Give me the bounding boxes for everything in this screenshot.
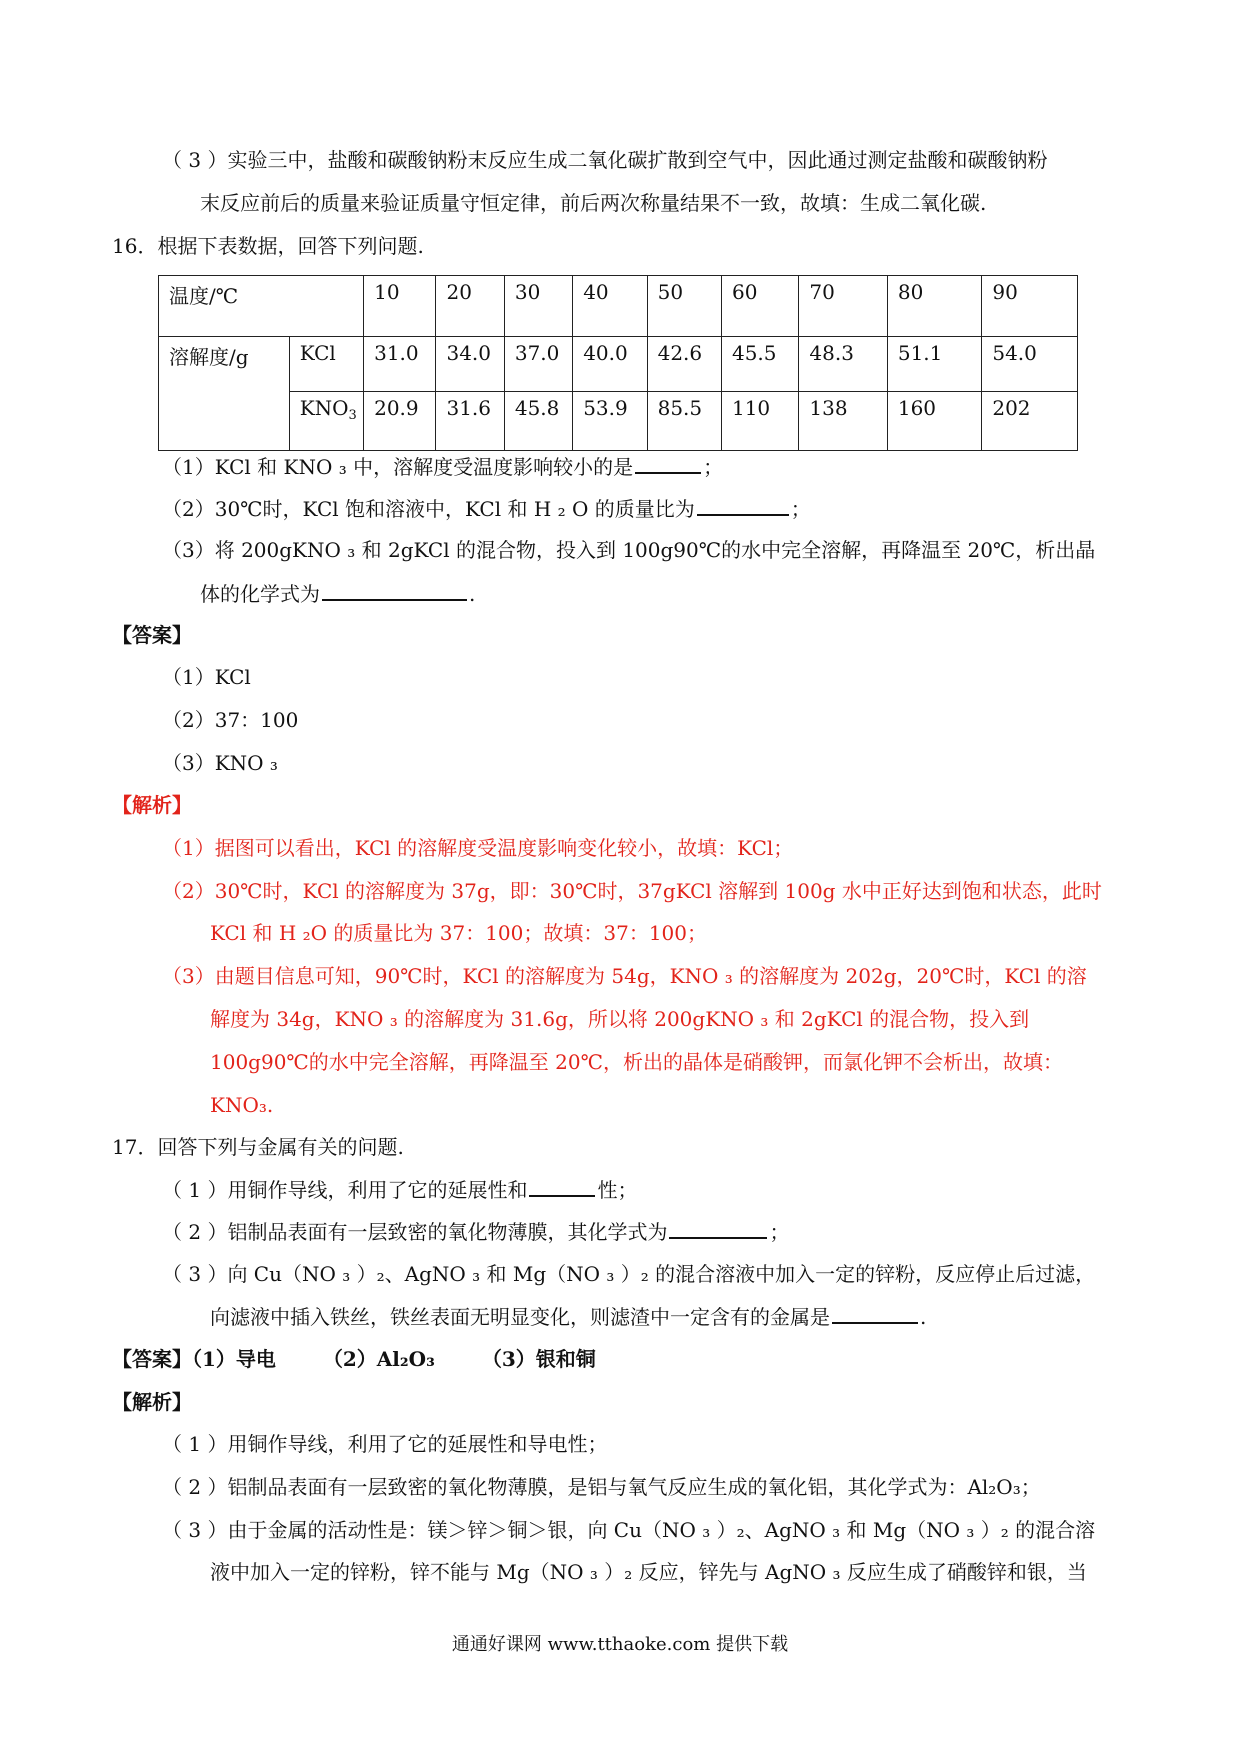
kno3-subscript: 3 [348, 408, 357, 424]
value-cell: 34.0 [436, 336, 504, 392]
q17-answer-line: 【答案】（1）导电 （2）Al₂O₃ （3）银和铜 [112, 1347, 596, 1371]
q17-analysis-line: 液中加入一定的锌粉，锌不能与 Mg（NO ₃ ）₂ 反应，锌先与 AgNO ₃ 反应生成了硝酸锌和银，当 [210, 1560, 1087, 1584]
value-cell: 45.8 [504, 392, 572, 451]
answer-blank[interactable] [529, 1175, 595, 1197]
value-cell: 42.6 [647, 336, 721, 392]
q16-sub3-end: . [469, 582, 476, 606]
temp-cell: 70 [799, 276, 887, 337]
q17-sub3-end: . [920, 1305, 927, 1329]
value-cell: 54.0 [982, 336, 1078, 392]
q17-analysis-line: （ 3 ）由于金属的活动性是：镁＞锌＞铜＞银，向 Cu（NO ₃ ）₂、AgNO ₃ 和 Mg（NO ₃ ）₂ 的混合溶 [162, 1518, 1096, 1542]
value-cell: 31.0 [364, 336, 436, 392]
solubility-header: 溶解度/g [159, 336, 290, 450]
q16-sub3-line2 [200, 579, 475, 608]
value-cell: 48.3 [799, 336, 887, 392]
temp-cell: 90 [982, 276, 1078, 337]
q16-analysis-line: （2）30℃时，KCl 的溶解度为 37g，即：30℃时，37gKCl 溶解到 100g 水中正好达到饱和状态，此时 [162, 879, 1102, 903]
q17-sub1-end: 性； [597, 1178, 638, 1202]
temp-cell: 60 [721, 276, 798, 337]
value-cell: 53.9 [573, 392, 647, 451]
q16-analysis-line: （1）据图可以看出，KCl 的溶解度受温度影响变化较小，故填：KCl； [162, 836, 794, 860]
answer-blank[interactable] [635, 452, 701, 474]
row-name-kno3 [289, 392, 363, 451]
q16-analysis-line: （3）由题目信息可知，90℃时，KCl 的溶解度为 54g，KNO ₃ 的溶解度为 202g，20℃时，KCl 的溶 [162, 964, 1087, 988]
q17-sub1 [162, 1175, 637, 1204]
q16-analysis-line: 解度为 34g，KNO ₃ 的溶解度为 31.6g，所以将 200gKNO ₃ 和 2gKCl 的混合物，投入到 [210, 1007, 1030, 1031]
q16-sub1 [162, 452, 723, 481]
q17-sub2 [162, 1217, 789, 1246]
temp-cell: 80 [887, 276, 982, 337]
temp-cell: 50 [647, 276, 721, 337]
q16-answer-3: （3）KNO ₃ [162, 751, 278, 775]
value-cell: 40.0 [573, 336, 647, 392]
row-name-kcl: KCl [289, 336, 363, 392]
q16-answer-1: （1）KCl [162, 665, 251, 689]
solubility-table [158, 275, 1078, 451]
answer-blank[interactable] [697, 494, 789, 516]
q17-sub3-text: 向滤液中插入铁丝，铁丝表面无明显变化，则滤渣中一定含有的金属是 [210, 1305, 830, 1329]
value-cell: 51.1 [887, 336, 982, 392]
temp-cell: 30 [504, 276, 572, 337]
q16-sub3-line1: （3）将 200gKNO ₃ 和 2gKCl 的混合物，投入到 100g90℃的水中完全溶解，再降温至 20℃，析出晶 [162, 538, 1096, 562]
q17-sub3-line2 [210, 1302, 926, 1331]
q17-analysis-line: （ 2 ）铝制品表面有一层致密的氧化物薄膜，是铝与氧气反应生成的氧化铝，其化学式为：Al₂O₃； [162, 1475, 1041, 1499]
answer-blank[interactable] [832, 1302, 918, 1324]
kno3-label: KNO [299, 396, 349, 421]
temp-cell: 10 [364, 276, 436, 337]
q16-sub1-text: （1）KCl 和 KNO ₃ 中，溶解度受温度影响较小的是 [162, 455, 634, 479]
value-cell: 20.9 [364, 392, 436, 451]
q16-sub2-text: （2）30℃时，KCl 饱和溶液中，KCl 和 H ₂ O 的质量比为 [162, 497, 695, 521]
value-cell: 31.6 [436, 392, 504, 451]
value-cell: 202 [982, 392, 1078, 451]
q17-analysis-label: 【解析】 [112, 1390, 192, 1414]
q17-sub3-line1: （ 3 ）向 Cu（NO ₃ ）₂、AgNO ₃ 和 Mg（NO ₃ ）₂ 的混合溶液中加入一定的锌粉，反应停止后过滤， [162, 1262, 1096, 1286]
q16-analysis-line: 100g90℃的水中完全溶解，再降温至 20℃，析出的晶体是硝酸钾，而氯化钾不会析出，故填： [210, 1050, 1063, 1074]
value-cell: 85.5 [647, 392, 721, 451]
q16-sub1-end: ； [703, 455, 724, 479]
q17-sub2-end: ； [769, 1220, 790, 1244]
value-cell: 138 [799, 392, 887, 451]
q17-sub2-text: （ 2 ）铝制品表面有一层致密的氧化物薄膜，其化学式为 [162, 1220, 668, 1244]
q16-analysis-label: 【解析】 [112, 793, 192, 817]
value-cell: 160 [887, 392, 982, 451]
q16-analysis-line: KCl 和 H ₂O 的质量比为 37：100；故填：37：100； [210, 921, 707, 945]
q15-tail-line1: （ 3 ）实验三中，盐酸和碳酸钠粉末反应生成二氧化碳扩散到空气中，因此通过测定盐酸和碳酸钠粉 [162, 148, 1048, 172]
value-cell: 110 [721, 392, 798, 451]
q16-sub2-end: ； [790, 497, 811, 521]
page-footer: 通通好课网 www.tthaoke.com 提供下载 [451, 1634, 789, 1655]
q16-sub2 [162, 494, 811, 523]
value-cell: 37.0 [504, 336, 572, 392]
answer-blank[interactable] [669, 1217, 767, 1239]
q16-title: 16．根据下表数据，回答下列问题. [112, 234, 424, 258]
q16-answer-label: 【答案】 [112, 623, 192, 647]
value-cell: 45.5 [721, 336, 798, 392]
q16-analysis-line: KNO₃. [210, 1093, 274, 1117]
answer-blank[interactable] [322, 579, 467, 601]
temp-header: 温度/℃ [159, 276, 364, 337]
q17-title: 17．回答下列与金属有关的问题. [112, 1135, 404, 1159]
temp-cell: 40 [573, 276, 647, 337]
temp-cell: 20 [436, 276, 504, 337]
q15-tail-line2: 末反应前后的质量来验证质量守恒定律，前后两次称量结果不一致，故填：生成二氧化碳. [200, 191, 987, 215]
q16-answer-2: （2）37：100 [162, 708, 299, 732]
q17-analysis-line: （ 1 ）用铜作导线，利用了它的延展性和导电性； [162, 1432, 608, 1456]
q17-sub1-text: （ 1 ）用铜作导线，利用了它的延展性和 [162, 1178, 528, 1202]
q16-sub3-text: 体的化学式为 [200, 582, 320, 606]
